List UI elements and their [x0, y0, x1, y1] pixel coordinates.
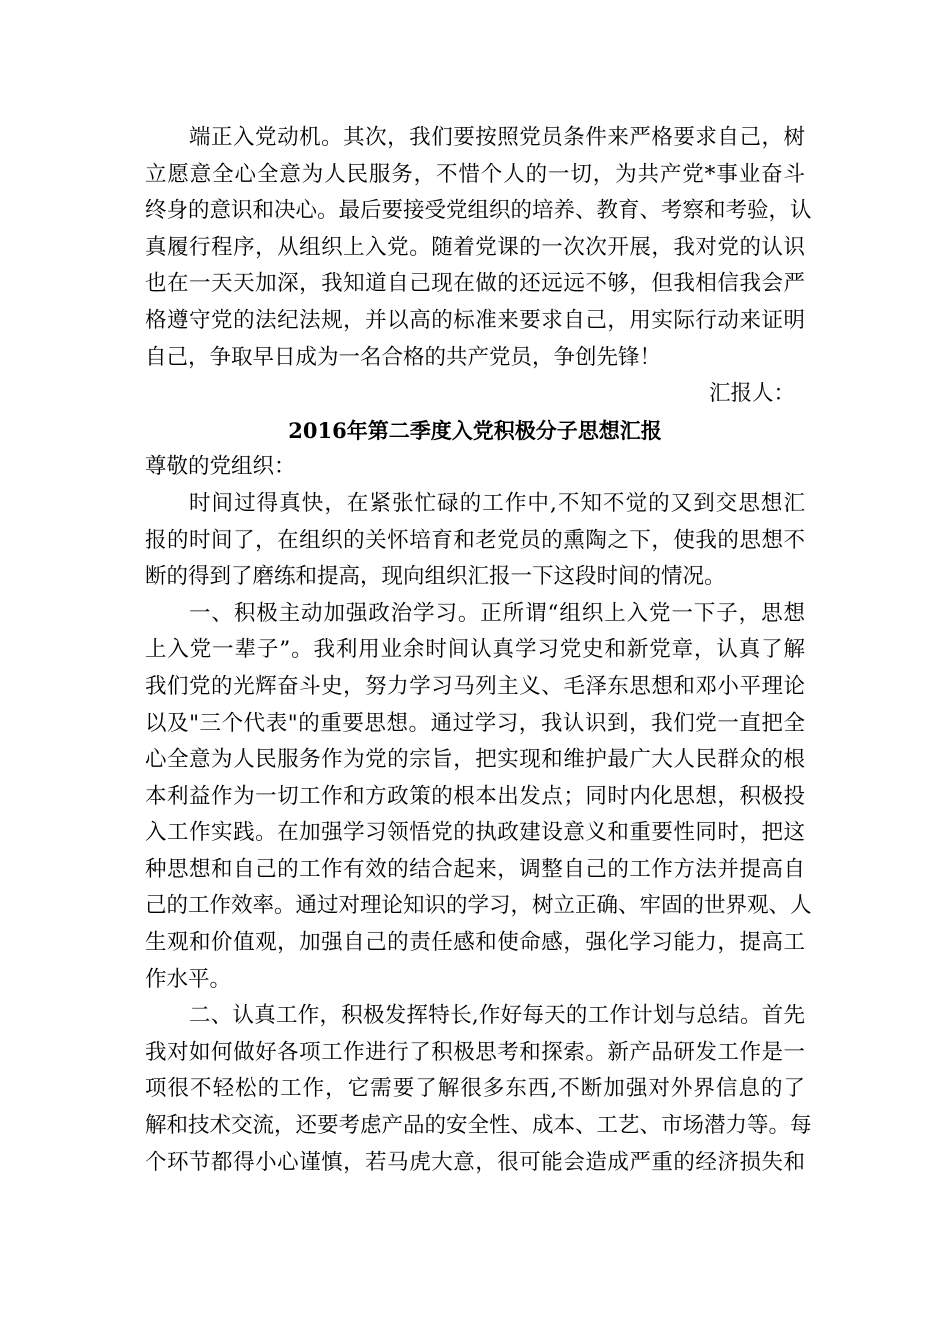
text-line: 时间过得真快，在紧张忙碌的工作中,不知不觉的又到交思想汇: [189, 490, 805, 516]
text-line: 立愿意全心全意为人民服务，不惜个人的一切，为共产党*事业奋斗: [145, 161, 805, 187]
text-line: 报的时间了，在组织的关怀培育和老党员的熏陶之下，使我的思想不: [145, 527, 805, 553]
text-line: 个环节都得小心谨慎，若马虎大意，很可能会造成严重的经济损失和: [145, 1149, 805, 1175]
text-line: 解和技术交流，还要考虑产品的安全性、成本、工艺、市场潜力等。每: [145, 1113, 812, 1139]
text-line: 端正入党动机。其次，我们要按照党员条件来严格要求自己，树: [189, 125, 805, 150]
text-line: 心全意为人民服务作为党的宗旨，把实现和维护最广大人民群众的根: [145, 747, 805, 773]
text-line: 生观和价值观，加强自己的责任感和使命感，强化学习能力，提高工: [145, 930, 805, 956]
text-line: 自己，争取早日成为一名合格的共产党员，争创先锋！: [145, 344, 662, 370]
text-line: 己的工作效率。通过对理论知识的学习，树立正确、牢固的世界观、人: [145, 893, 812, 919]
text-line: 也在一天天加深，我知道自己现在做的还远远不够，但我相信我会严: [145, 271, 805, 297]
paragraph-political-study: [145, 596, 812, 999]
text-line: 种思想和自己的工作有效的结合起来，调整自己的工作方法并提高自: [145, 856, 805, 882]
text-line: 上入党一辈子”。我利用业余时间认真学习党史和新党章，认真了解: [145, 637, 805, 663]
text-line: 作水平。: [145, 966, 232, 992]
text-line: 二、认真工作，积极发挥特长,作好每天的工作计划与总结。首先: [189, 1003, 805, 1029]
document-page: [145, 120, 812, 1181]
text-line: 项很不轻松的工作，它需要了解很多东西,不断加强对外界信息的了: [145, 1076, 805, 1102]
signature: 汇报人：: [708, 381, 795, 407]
text-line: 一、积极主动加强政治学习。正所谓“组织上入党一下子，思想: [189, 600, 805, 626]
text-line: 断的得到了磨练和提高，现向组织汇报一下这段时间的情况。: [145, 564, 726, 590]
paragraph-work: [145, 998, 812, 1181]
text-line: 真履行程序，从组织上入党。随着党课的一次次开展，我对党的认识: [145, 234, 805, 260]
document-title: 2016年第二季度入党积极分子思想汇报: [288, 417, 662, 443]
text-line: 我们党的光辉奋斗史，努力学习马列主义、毛泽东思想和邓小平理论: [145, 673, 805, 699]
text-line: 本利益作为一切工作和方政策的根本出发点；同时内化思想，积极投: [145, 783, 805, 809]
text-line: 我对如何做好各项工作进行了积极思考和探索。新产品研发工作是一: [145, 1039, 805, 1065]
text-line: 以及"三个代表"的重要思想。通过学习，我认识到，我们党一直把全: [145, 710, 805, 736]
paragraph-intro: [145, 486, 805, 596]
text-line: 格遵守党的法纪法规，并以高的标准来要求自己，用实际行动来证明: [145, 307, 805, 333]
salutation: 尊敬的党组织：: [145, 454, 296, 480]
paragraph-continuation: [145, 120, 812, 376]
text-line: 入工作实践。在加强学习领悟党的执政建设意义和重要性同时，把这: [145, 820, 805, 846]
text-line: 终身的意识和决心。最后要接受党组织的培养、教育、考察和考验，认: [145, 198, 812, 224]
